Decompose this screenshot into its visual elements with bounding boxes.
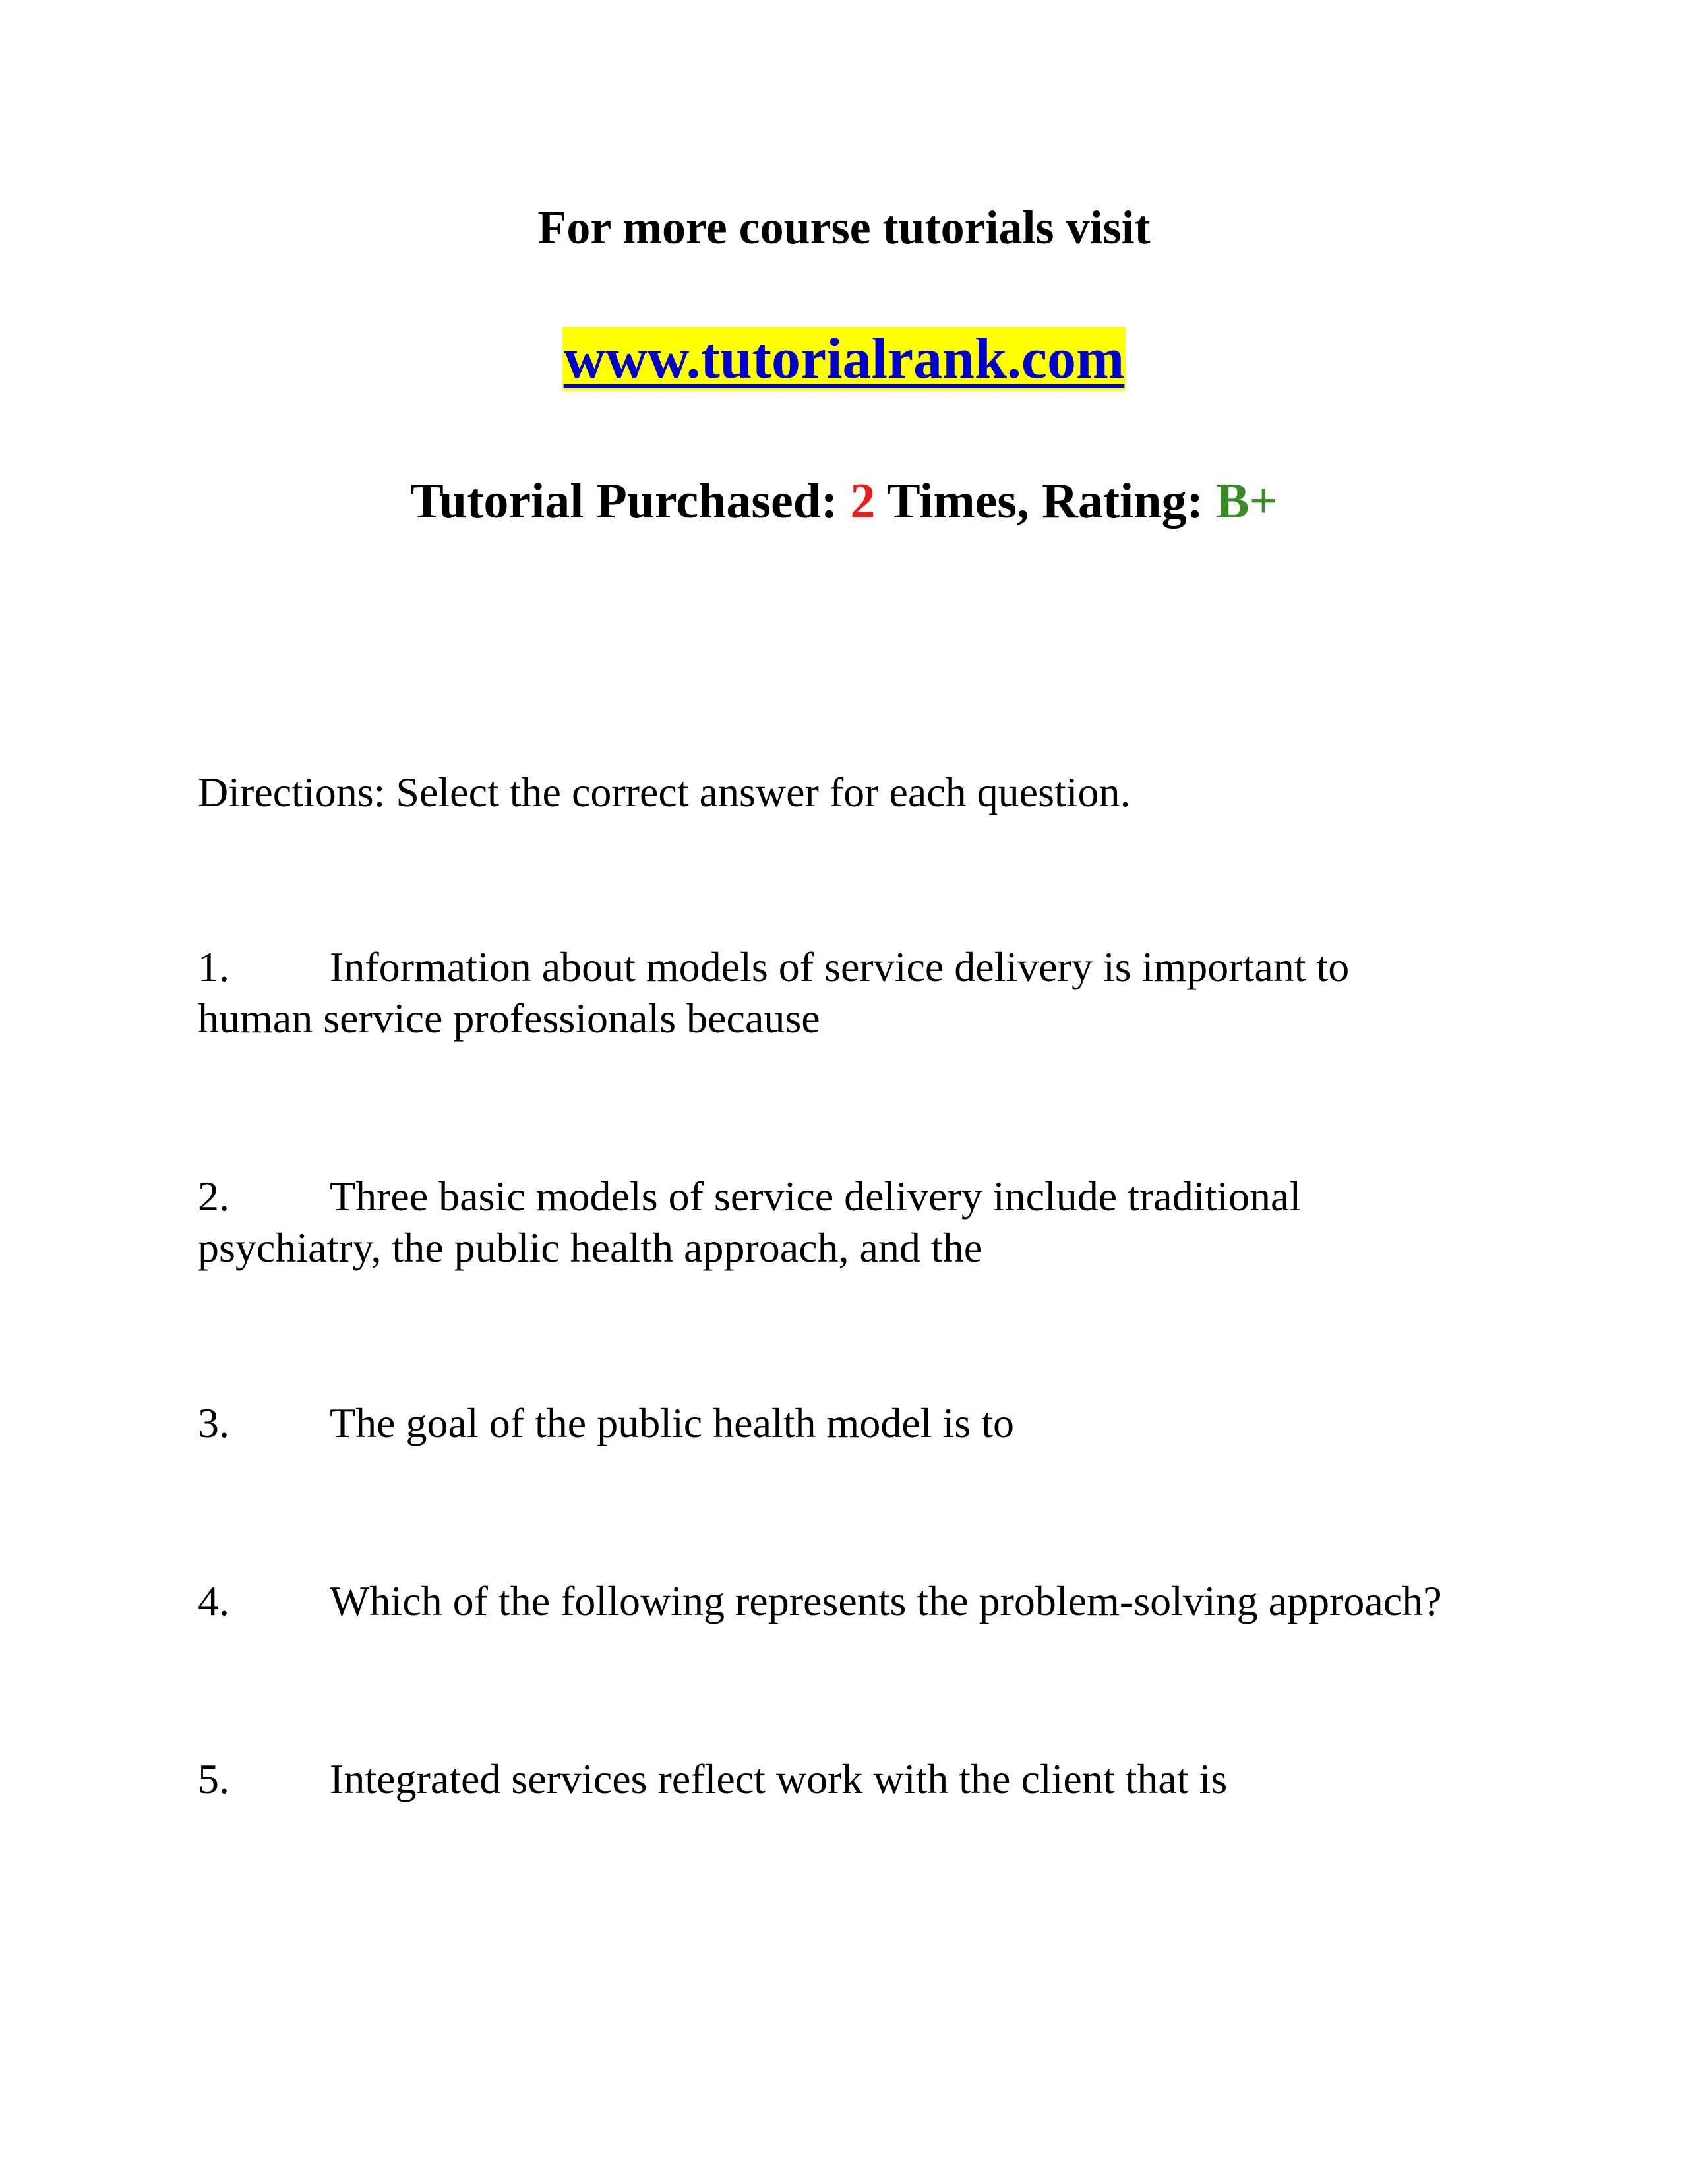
question-number: 5. [198, 1756, 229, 1802]
purchase-middle: Times, Rating: [875, 473, 1216, 529]
question-text: Integrated services reflect work with the client that is [330, 1756, 1228, 1802]
question-text: The goal of the public health model is to [330, 1400, 1014, 1446]
question-number: 2. [198, 1173, 229, 1220]
question-text: Three basic models of service delivery include traditional [330, 1173, 1302, 1220]
question-item [198, 1398, 1517, 1449]
question-item [198, 941, 1517, 1044]
question-text-continued: human service professionals because [198, 995, 820, 1042]
website-link-line [0, 323, 1688, 396]
visit-heading: For more course tutorials visit [537, 201, 1151, 254]
question-text: Information about models of service delivery is important to [330, 943, 1350, 990]
question-item [198, 1576, 1517, 1627]
rating-value: B+ [1215, 473, 1278, 529]
purchase-prefix: Tutorial Purchased: [410, 473, 851, 529]
question-text-continued: psychiatry, the public health approach, and the [198, 1224, 983, 1271]
question-number: 1. [198, 943, 229, 990]
website-link[interactable]: www.tutorialrank.com [563, 327, 1125, 391]
purchase-rating-line [0, 469, 1688, 533]
purchase-count: 2 [850, 473, 876, 529]
question-item [198, 1754, 1517, 1805]
question-item [198, 1171, 1517, 1274]
directions-text: Directions: Select the correct answer for each question. [198, 769, 1131, 815]
question-number: 3. [198, 1400, 229, 1446]
question-number: 4. [198, 1578, 229, 1624]
question-text: Which of the following represents the problem-solving approach? [330, 1578, 1442, 1624]
